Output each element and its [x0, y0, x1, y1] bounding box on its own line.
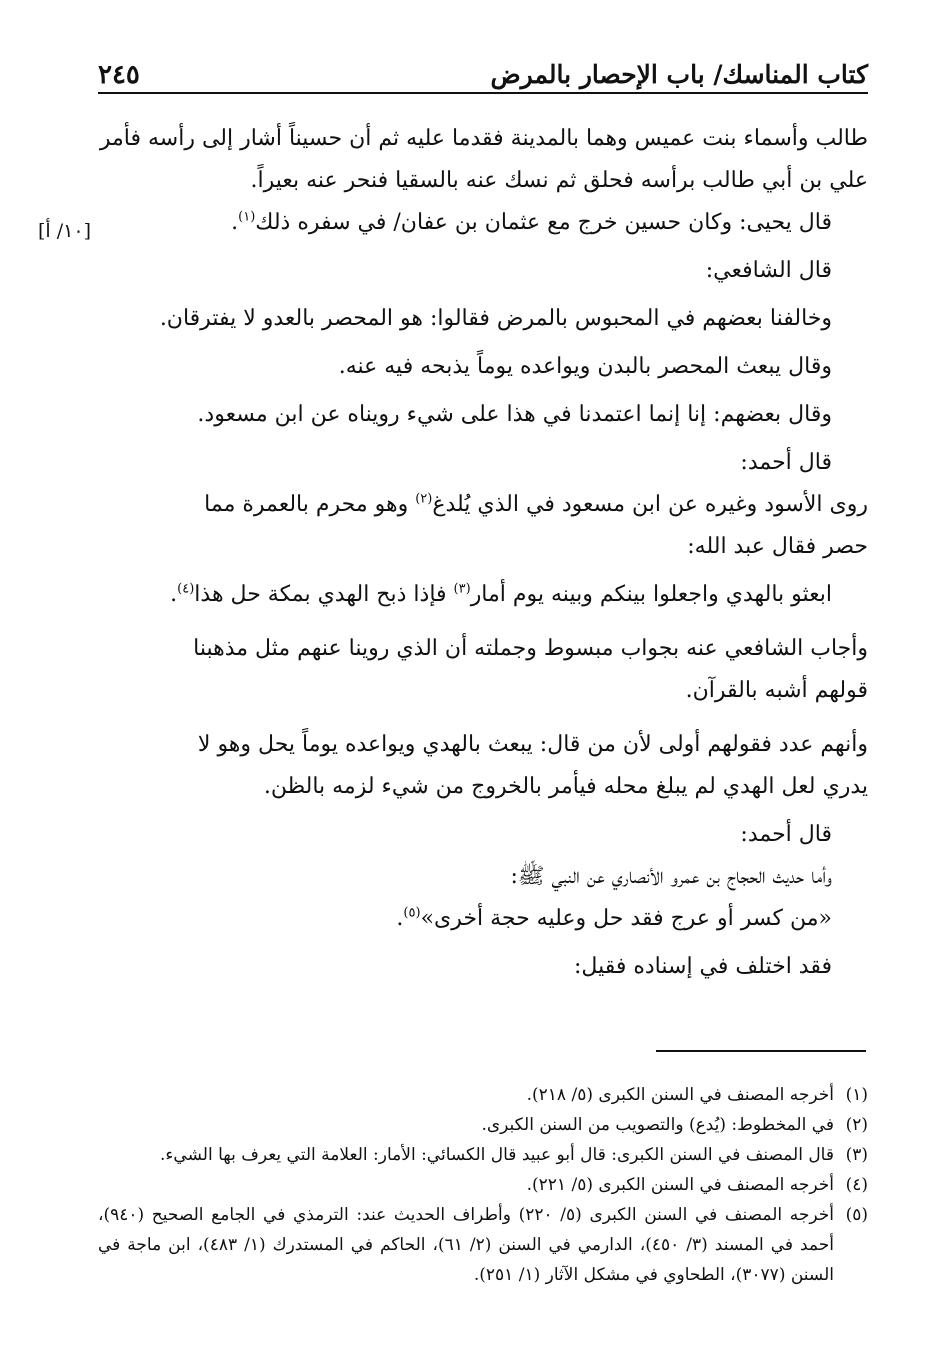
paragraph — [98, 724, 868, 808]
punctuation: . — [396, 906, 404, 931]
text-line: روى الأسود وغيره عن ابن مسعود في الذي يُلدغ — [432, 492, 868, 517]
text-line: فإذا ذبح الهدي بمكة حل هذا — [194, 582, 454, 607]
footnote-divider — [656, 1050, 866, 1052]
footnote — [98, 1170, 868, 1200]
footnote-ref: (٣) — [453, 581, 471, 597]
footnote-ref: (٢) — [415, 491, 433, 507]
paragraph — [98, 484, 868, 568]
footnote — [98, 1080, 868, 1110]
paragraph: وأما حديث الحجاج بن عمرو الأنصاري عن النبي ﷺ: — [510, 864, 832, 889]
text-line: طالب وأسماء بنت عميس وهما بالمدينة فقدما عليه ثم أن حسيناً أشار إلى رأسه فأمر — [99, 126, 868, 151]
footnote-ref: (٥) — [403, 905, 421, 921]
paragraph — [98, 202, 868, 244]
text-line: حصر فقال عبد الله: — [687, 534, 868, 559]
section-heading: قال الشافعي: — [705, 258, 832, 283]
footnote-number: (٢) — [845, 1115, 868, 1135]
hadith-quote — [98, 898, 868, 940]
footnote-text: أخرجه المصنف في السنن الكبرى (٥/ ٢٢١). — [526, 1175, 834, 1195]
footnote-text: أخرجه المصنف في السنن الكبرى (٥/ ٢٢٠) وأطراف الحديث عند: الترمذي في الجامع الصحيح (٩٤٠)، أحمد في المسند (٣/ ٤٥٠)، الدارمي في السنن (٢/ ٦١)، الحاكم في المستدرك (١/ ٤٨٣)، ابن ماجة في السنن (٣٠٧٧)، الطحاوي في مشكل الآثار (١/ ٢٥١). — [98, 1205, 834, 1285]
footnote-number: (٥) — [845, 1205, 868, 1225]
text-line: قولهم أشبه بالقرآن. — [685, 678, 868, 703]
paragraph — [98, 628, 868, 712]
footnote-text: قال المصنف في السنن الكبرى: قال أبو عبيد قال الكسائي: الأمار: العلامة التي يعرف بها الشيء. — [160, 1145, 834, 1165]
text-line: ابعثو بالهدي واجعلوا بينكم وبينه يوم أمار — [470, 582, 832, 607]
section-heading: قال أحمد: — [740, 450, 832, 475]
footnote-ref: (١) — [238, 209, 256, 225]
punctuation: . — [231, 210, 239, 235]
footnote-text: أخرجه المصنف في السنن الكبرى (٥/ ٢١٨). — [526, 1085, 834, 1105]
footnote-number: (٤) — [845, 1175, 868, 1195]
page-number: ٢٤٥ — [98, 60, 140, 90]
paragraph: فقد اختلف في إسناده فقيل: — [574, 954, 832, 979]
punctuation: . — [170, 582, 178, 607]
footnote — [98, 1140, 868, 1170]
paragraph: وقال بعضهم: إنا إنما اعتمدنا في هذا على شيء رويناه عن ابن مسعود. — [197, 402, 832, 427]
footnote — [98, 1110, 868, 1140]
text-line: علي بن أبي طالب برأسه فحلق ثم نسك عنه بالسقيا فنحر عنه بعيراً. — [250, 168, 868, 193]
manuscript-folio-marker: [١٠/ أ] — [38, 220, 91, 242]
section-heading: قال أحمد: — [740, 822, 832, 847]
running-title: كتاب المناسك/ باب الإحصار بالمرض — [490, 60, 868, 89]
footnote — [98, 1200, 868, 1290]
page-header — [98, 52, 868, 92]
paragraph: وخالفنا بعضهم في المحبوس بالمرض فقالوا: هو المحصر بالعدو لا يفترقان. — [159, 306, 832, 331]
text-line: قال يحيى: وكان حسين خرج مع عثمان بن عفان/ في سفره ذلك — [255, 210, 832, 235]
text-line: يدري لعل الهدي لم يبلغ محله فيأمر بالخروج من شيء لزمه بالظن. — [263, 774, 868, 799]
footnote-ref: (٤) — [177, 581, 195, 597]
paragraph: وقال يبعث المحصر بالبدن ويواعده يوماً يذبحه فيه عنه. — [338, 354, 832, 379]
paragraph — [98, 574, 868, 616]
footnotes — [98, 1080, 868, 1290]
text-line: وأجاب الشافعي عنه بجواب مبسوط وجملته أن الذي روينا عنهم مثل مذهبنا — [193, 636, 868, 661]
header-divider — [98, 92, 868, 94]
main-text — [98, 118, 868, 994]
text-line: وأنهم عدد فقولهم أولى لأن من قال: يبعث بالهدي ويواعده يوماً يحل وهو لا — [197, 732, 868, 757]
footnote-number: (٣) — [845, 1145, 868, 1165]
paragraph — [98, 118, 868, 202]
text-line: «من كسر أو عرج فقد حل وعليه حجة أخرى» — [420, 906, 832, 931]
text-line: وهو محرم بالعمرة مما — [204, 492, 416, 517]
footnote-number: (١) — [845, 1085, 868, 1105]
footnote-text: في المخطوط: (يُدع) والتصويب من السنن الكبرى. — [481, 1115, 834, 1135]
